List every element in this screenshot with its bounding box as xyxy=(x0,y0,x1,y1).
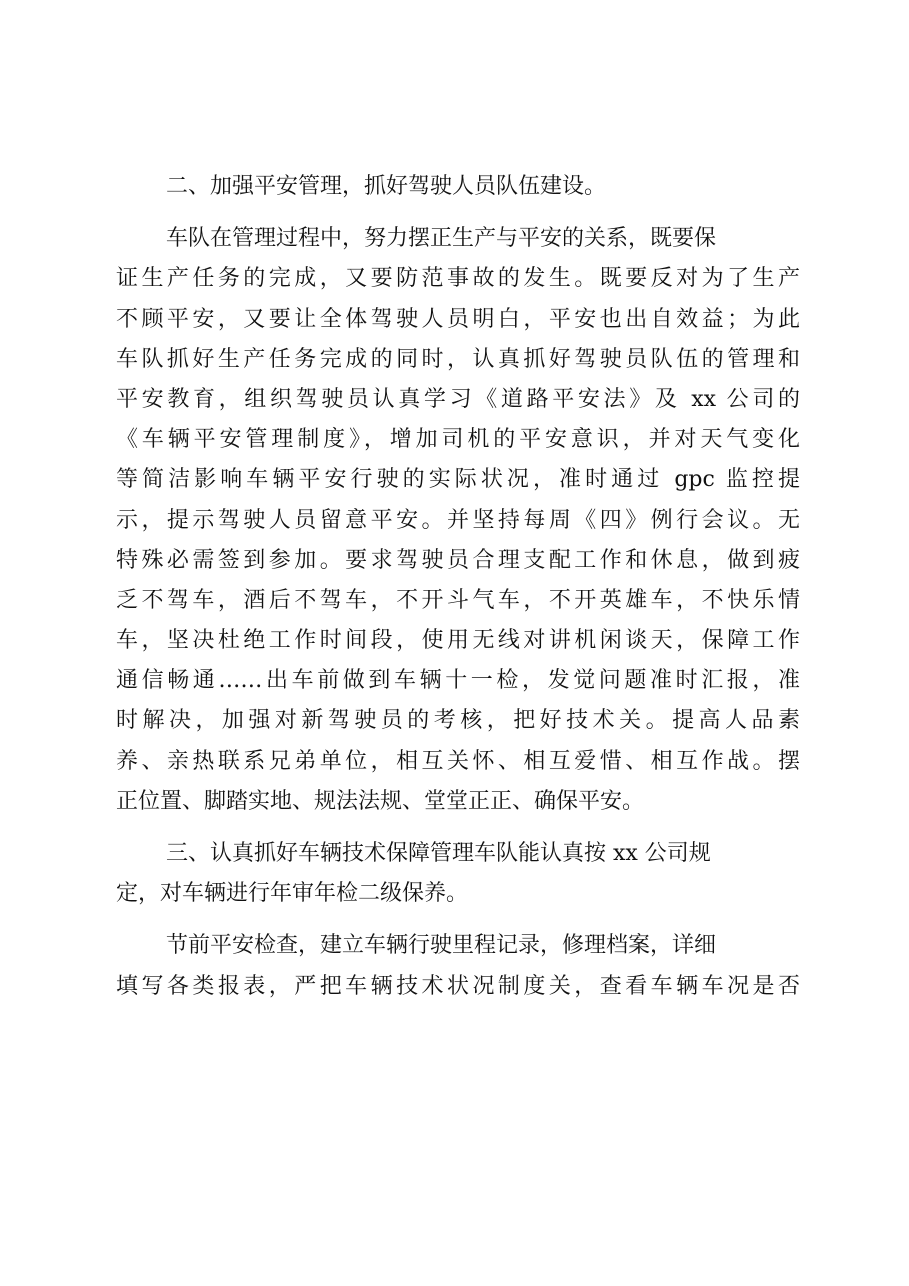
paragraph-line: 车，坚决杜绝工作时间段，使用无线对讲机闲谈天，保障工作 xyxy=(116,628,800,654)
section-heading-3: 三、认真抓好车辆技术保障管理车队能认真按 xx 公司规 xyxy=(166,841,711,866)
paragraph-line: 车队在管理过程中，努力摆正生产与平安的关系，既要保 xyxy=(166,226,717,252)
paragraph-line: 示，提示驾驶人员留意平安。并坚持每周《四》例行会议。无 xyxy=(116,507,800,533)
paragraph-line: 平安教育，组织驾驶员认真学习《道路平安法》及 xx 公司的 xyxy=(116,386,800,412)
paragraph-line: 填写各类报表，严把车辆技术状况制度关，查看车辆车况是否 xyxy=(116,973,800,999)
paragraph-line: 通信畅通……出车前做到车辆十一检，发觉问题准时汇报，准 xyxy=(116,668,800,694)
paragraph-line: 不顾平安，又要让全体驾驶人员明白，平安也出自效益；为此 xyxy=(116,306,800,332)
paragraph-line: 正位置、脚踏实地、规法法规、堂堂正正、确保平安。 xyxy=(116,788,645,814)
paragraph-line: 等简洁影响车辆平安行驶的实际状况，准时通过 gpc 监控提 xyxy=(116,467,800,493)
document-body xyxy=(116,167,800,1007)
paragraph-line: 节前平安检查，建立车辆行驶里程记录，修理档案，详细 xyxy=(166,933,717,959)
paragraph-line: 养、亲热联系兄弟单位，相互关怀、相互爱惜、相互作战。摆 xyxy=(116,748,800,774)
paragraph-line: 《车辆平安管理制度》，增加司机的平安意识，并对天气变化 xyxy=(116,427,800,453)
paragraph-line: 车队抓好生产任务完成的同时，认真抓好驾驶员队伍的管理和 xyxy=(116,346,800,372)
section-heading-2: 二、加强平安管理，抓好驾驶人员队伍建设。 xyxy=(166,174,607,199)
paragraph-line: 证生产任务的完成，又要防范事故的发生。既要反对为了生产 xyxy=(116,266,800,292)
paragraph-line: 特殊必需签到参加。要求驾驶员合理支配工作和休息，做到疲 xyxy=(116,547,800,573)
paragraph-line: 乏不驾车，酒后不驾车，不开斗气车，不开英雄车，不快乐情 xyxy=(116,587,800,613)
paragraph-line: 定，对车辆进行年审年检二级保养。 xyxy=(116,881,469,907)
paragraph-line: 时解决，加强对新驾驶员的考核，把好技术关。提高人品素 xyxy=(116,708,800,734)
